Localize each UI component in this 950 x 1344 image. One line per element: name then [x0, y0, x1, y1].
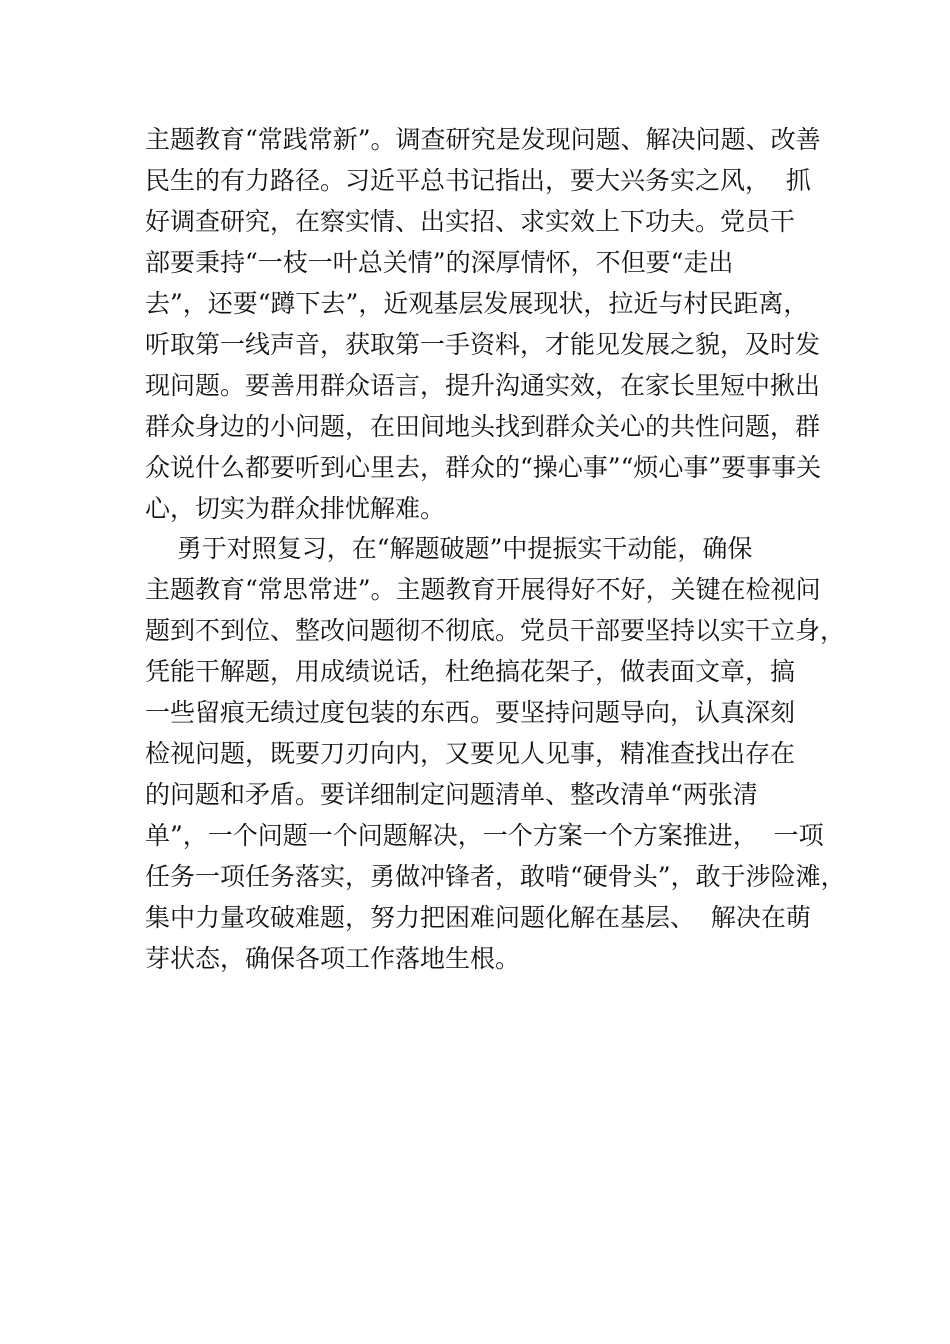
paragraph-2-line: 任务一项任务落实，勇做冲锋者，敢啃“硬骨头”，敢于涉险滩，: [145, 862, 846, 891]
paragraph-1-line: 主题教育“常践常新”。调查研究是发现问题、解决问题、改善: [145, 125, 821, 154]
paragraph-1-line: 听取第一线声音，获取第一手资料，才能见发展之貌，及时发: [145, 330, 821, 359]
paragraph-1-line: 去”，还要“蹲下去”，近观基层发展现状，拉近与村民距离，: [145, 289, 809, 318]
paragraph-1-line: 好调查研究，在察实情、出实招、求实效上下功夫。党员干: [145, 207, 796, 236]
paragraph-1-line: 心，切实为群众排忧解难。: [145, 494, 446, 523]
paragraph-2-line: 题到不到位、整改问题彻不彻底。党员干部要坚持以实干立身，: [145, 616, 846, 645]
paragraph-2-line: 一些留痕无绩过度包装的东西。要坚持问题导向，认真深刻: [145, 698, 796, 727]
paragraph-2-line: 凭能干解题，用成绩说话，杜绝搞花架子，做表面文章，搞: [145, 657, 796, 686]
paragraph-2-line: 集中力量攻破难题，努力把困难问题化解在基层、 解决在萌: [145, 903, 811, 932]
paragraph-2-line: 检视问题，既要刀刃向内，又要见人见事，精准查找出存在: [145, 739, 796, 768]
paragraph-1-line: 现问题。要善用群众语言，提升沟通实效，在家长里短中揪出: [145, 371, 821, 400]
paragraph-1-line: 众说什么都要听到心里去，群众的“操心事”“烦心事”要事事关: [145, 453, 822, 482]
paragraph-1-line: 部要秉持“一枝一叶总关情”的深厚情怀，不但要“走出: [145, 248, 734, 277]
paragraph-2-line: 单”，一个问题一个问题解决，一个方案一个方案推进， 一项: [145, 821, 824, 850]
paragraph-2-line: 主题教育“常思常进”。主题教育开展得好不好，关键在检视问: [145, 575, 821, 604]
paragraph-2-line: 的问题和矛盾。要详细制定问题清单、整改清单“两张清: [145, 780, 758, 809]
paragraph-2-line: 勇于对照复习，在“解题破题”中提振实干动能，确保: [145, 534, 753, 563]
paragraph-1-line: 民生的有力路径。习近平总书记指出，要大兴务实之风， 抓: [145, 166, 811, 195]
paragraph-2-line: 芽状态，确保各项工作落地生根。: [145, 944, 521, 973]
paragraph-1-line: 群众身边的小问题，在田间地头找到群众关心的共性问题，群: [145, 412, 821, 441]
